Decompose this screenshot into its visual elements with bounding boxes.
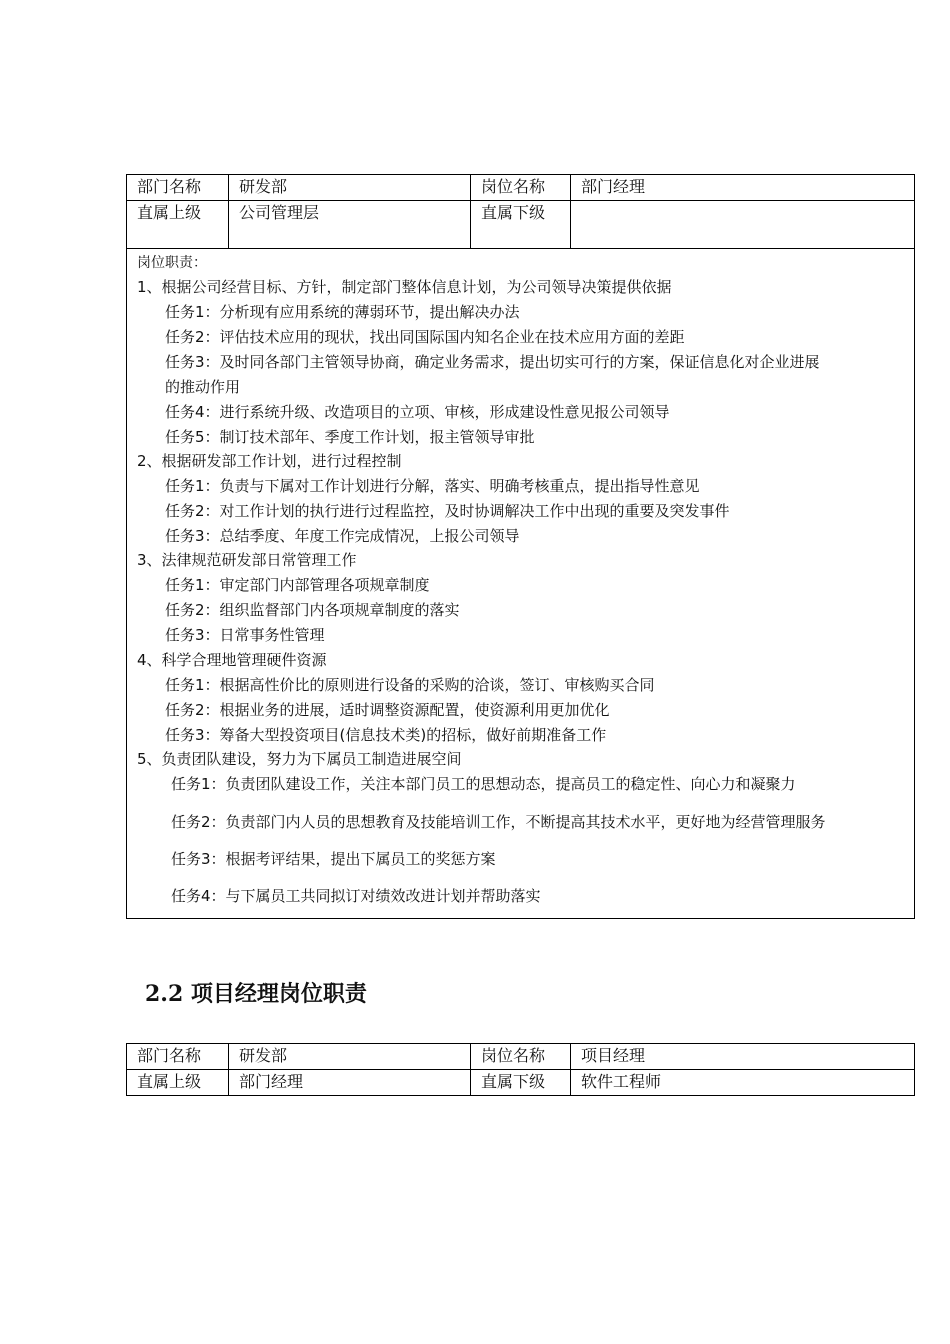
duty-line: 任务1：审定部门内部管理各项规章制度 — [165, 576, 430, 594]
duty-line: 任务2：根据业务的进展，适时调整资源配置，使资源利用更加优化 — [165, 701, 610, 719]
table-row — [127, 1070, 915, 1096]
duties-cell — [127, 249, 915, 919]
duty-line: 任务1：负责与下属对工作计划进行分解，落实、明确考核重点，提出指导性意见 — [165, 477, 700, 495]
duty-line: 任务1：分析现有应用系统的薄弱环节，提出解决办法 — [165, 303, 520, 321]
duty-line: 任务2：负责部门内人员的思想教育及技能培训工作，不断提高其技术水平，更好地为经营管理服务 — [171, 813, 826, 831]
duty-line: 任务3：筹备大型投资项目(信息技术类)的招标，做好前期准备工作 — [165, 726, 607, 744]
duty-line: 任务3：总结季度、年度工作完成情况，上报公司领导 — [165, 527, 520, 545]
table-row — [127, 249, 915, 919]
superior-value: 公司管理层 — [229, 201, 471, 249]
dept-label: 部门名称 — [127, 1044, 229, 1070]
dept-label: 部门名称 — [127, 175, 229, 201]
duty-line: 任务5：制订技术部年、季度工作计划，报主管领导审批 — [165, 428, 535, 446]
duty-line: 任务4：与下属员工共同拟订对绩效改进计划并帮助落实 — [171, 887, 541, 905]
superior-value: 部门经理 — [229, 1070, 471, 1096]
subordinate-value — [571, 201, 915, 249]
post-value: 部门经理 — [571, 175, 915, 201]
duty-line: 任务1：根据高性价比的原则进行设备的采购的洽谈，签订、审核购买合同 — [165, 676, 655, 694]
table-row — [127, 1044, 915, 1070]
duty-line: 3、法律规范研发部日常管理工作 — [137, 551, 357, 569]
subordinate-label: 直属下级 — [471, 1070, 571, 1096]
dept-manager-table — [126, 174, 915, 919]
duty-line: 任务3：根据考评结果，提出下属员工的奖惩方案 — [171, 850, 496, 868]
duty-line: 任务3：日常事务性管理 — [165, 626, 325, 644]
table-row — [127, 201, 915, 249]
post-value: 项目经理 — [571, 1044, 915, 1070]
duty-line: 任务2：评估技术应用的现状，找出同国际国内知名企业在技术应用方面的差距 — [165, 328, 685, 346]
section-title: 2.2 项目经理岗位职责 — [145, 981, 367, 1007]
subordinate-value: 软件工程师 — [571, 1070, 915, 1096]
duty-line: 任务2：组织监督部门内各项规章制度的落实 — [165, 601, 460, 619]
duties-block — [127, 249, 914, 918]
dept-value: 研发部 — [229, 1044, 471, 1070]
duty-line: 的推动作用 — [165, 378, 241, 396]
dept-value: 研发部 — [229, 175, 471, 201]
duty-line: 任务1：负责团队建设工作，关注本部门员工的思想动态，提高员工的稳定性、向心力和凝聚力 — [171, 775, 796, 793]
table-row — [127, 175, 915, 201]
superior-label: 直属上级 — [127, 201, 229, 249]
duty-line: 4、科学合理地管理硬件资源 — [137, 651, 327, 669]
duty-line: 任务2：对工作计划的执行进行过程监控，及时协调解决工作中出现的重要及突发事件 — [165, 502, 730, 520]
superior-label: 直属上级 — [127, 1070, 229, 1096]
duty-line: 1、根据公司经营目标、方针，制定部门整体信息计划，为公司领导决策提供依据 — [137, 278, 672, 296]
duty-line: 任务3：及时同各部门主管领导协商，确定业务需求，提出切实可行的方案，保证信息化对企业进展 — [165, 353, 820, 371]
duty-line: 5、负责团队建设，努力为下属员工制造进展空间 — [137, 750, 462, 768]
duties-heading: 岗位职责： — [137, 255, 207, 271]
subordinate-label: 直属下级 — [471, 201, 571, 249]
post-label: 岗位名称 — [471, 175, 571, 201]
duty-line: 2、根据研发部工作计划，进行过程控制 — [137, 452, 402, 470]
post-label: 岗位名称 — [471, 1044, 571, 1070]
project-manager-table — [126, 1043, 915, 1096]
duty-line: 任务4：进行系统升级、改造项目的立项、审核，形成建设性意见报公司领导 — [165, 403, 670, 421]
